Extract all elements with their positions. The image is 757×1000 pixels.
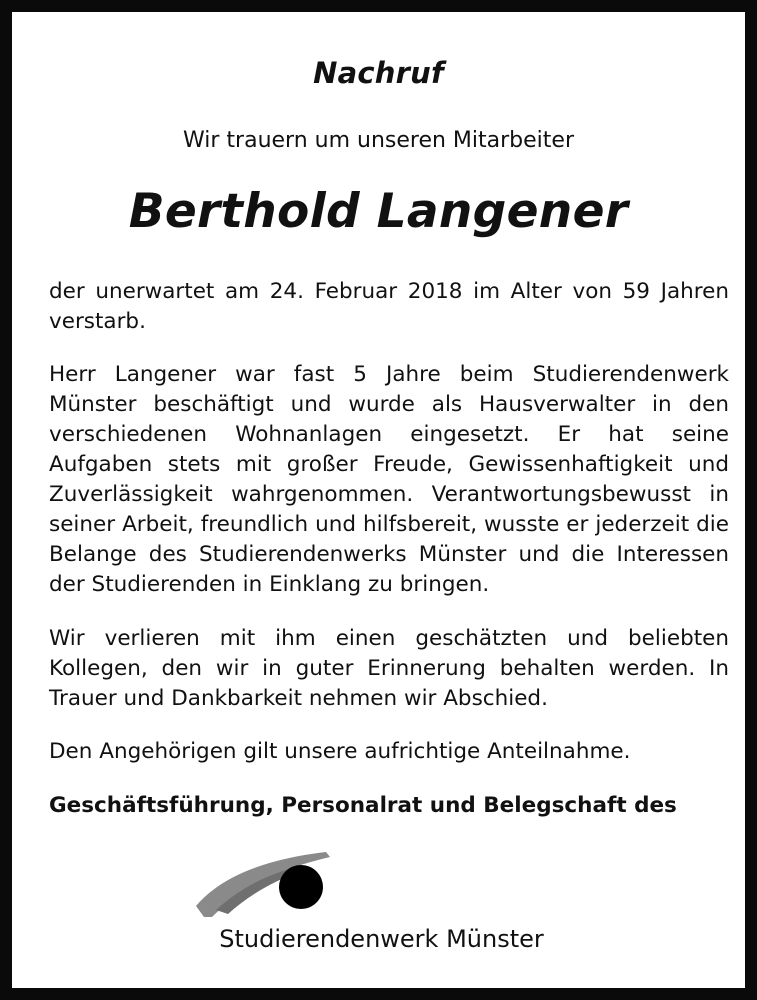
notice-paragraph-career: Herr Langener war fast 5 Jahre beim Studierendenwerk Münster beschäftigt und wurde als Hausverwalter in den verschiedenen Wohnanlagen eingesetzt. Er hat seine Aufgaben stets mit großer Freude, Gewissenhaftigkeit und Zuverlässigkeit wahrgenommen. Verantwortungsbewusst in seiner Arbeit, freundlich und hilfsbereit, wusste er jederzeit die Belange des Studierendenwerks Münster und die Interessen der Studierenden in Einklang zu bringen. (49, 362, 729, 597)
studierendenwerk-logo-icon (188, 844, 338, 924)
notice-heading: Nachruf (313, 56, 444, 90)
notice-intro: Wir trauern um unseren Mitarbeiter (183, 128, 574, 153)
notice-paragraph-condolence: Den Angehörigen gilt unsere aufrichtige Anteilnahme. (49, 739, 631, 764)
deceased-name: Berthold Langener (128, 184, 629, 239)
logo-wordmark: Studierendenwerk Münster (219, 925, 544, 953)
notice-paragraph-death-date: der unerwartet am 24. Februar 2018 im Alter von 59 Jahren verstarb. (49, 279, 729, 334)
logo-dot (279, 865, 323, 909)
notice-signature: Geschäftsführung, Personalrat und Belegschaft des (49, 793, 677, 818)
notice-paragraph-farewell: Wir verlieren mit ihm einen geschätzten und beliebten Kollegen, den wir in guter Erinnerung behalten werden. In Trauer und Dankbarkeit nehmen wir Abschied. (49, 626, 729, 711)
